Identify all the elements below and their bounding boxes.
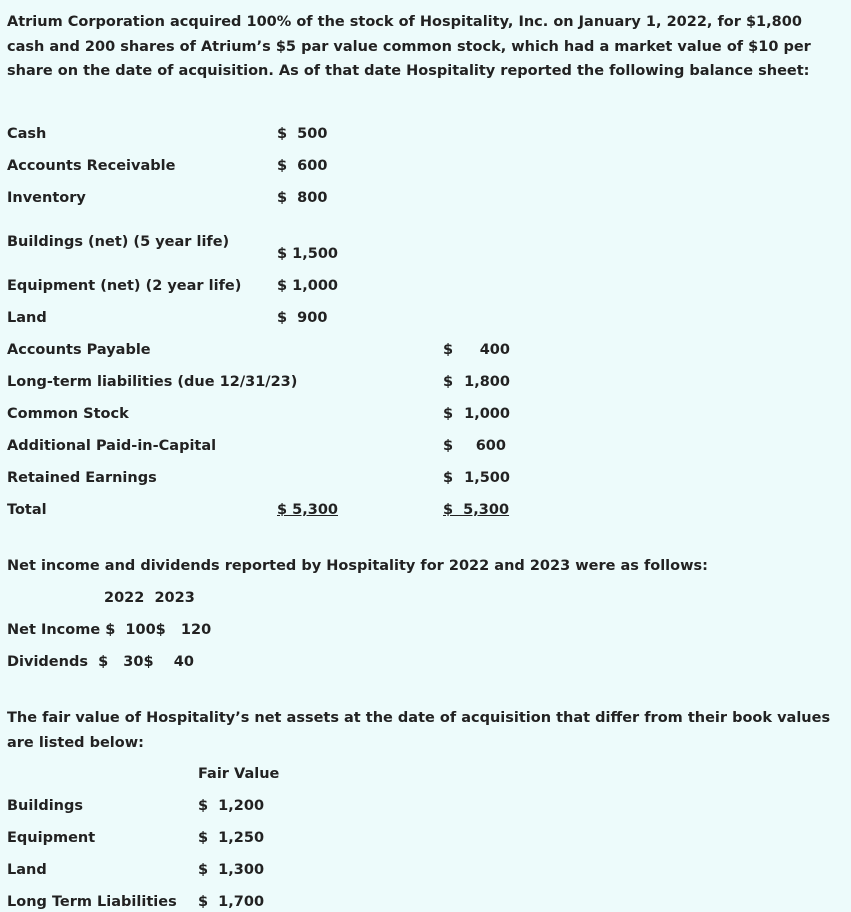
bs-label: Retained Earnings	[7, 470, 157, 486]
bs-dollar-sign: $	[443, 406, 454, 422]
fv-value: $ 1,700	[198, 894, 265, 910]
net-income-row: Net Income $ 100$ 120	[7, 622, 212, 638]
bs-label: Equipment (net) (2 year life)	[7, 278, 242, 294]
fv-label: Equipment	[7, 830, 96, 846]
bs-liability-value: 1,000	[464, 406, 510, 422]
bs-liability-value: 400	[479, 342, 510, 358]
fv-label: Land	[7, 862, 47, 878]
dividends-row: Dividends $ 30$ 40	[7, 654, 194, 670]
bs-total-label: Total	[7, 502, 47, 518]
fv-label: Buildings	[7, 798, 83, 814]
income-year-header: 2022 2023	[104, 590, 195, 606]
bs-liability-value: 600	[475, 438, 506, 454]
bs-dollar-sign: $	[443, 342, 454, 358]
fair-value-intro: The fair value of Hospitality’s net assets at the date of acquisition that differ from their book values are listed below:	[7, 710, 831, 751]
bs-dollar-sign: $	[443, 374, 454, 390]
bs-label: Buildings (net) (5 year life)	[7, 234, 230, 250]
bs-dollar-sign: $	[443, 470, 454, 486]
fv-value: $ 1,250	[198, 830, 265, 846]
bs-label: Accounts Payable	[7, 342, 151, 358]
bs-label: Common Stock	[7, 406, 129, 422]
bs-label: Accounts Receivable	[7, 158, 176, 174]
bs-label: Additional Paid-in-Capital	[7, 438, 217, 454]
fv-label: Long Term Liabilities	[7, 894, 177, 910]
bs-total-assets: $ 5,300	[277, 502, 339, 518]
bs-asset-value: $ 900	[277, 310, 328, 326]
bs-asset-value: $ 800	[277, 190, 328, 206]
bs-dollar-sign: $	[443, 438, 454, 454]
fair-value-header: Fair Value	[198, 766, 280, 782]
income-intro: Net income and dividends reported by Hospitality for 2022 and 2023 were as follows:	[7, 558, 708, 574]
intro-paragraph: Atrium Corporation acquired 100% of the stock of Hospitality, Inc. on January 1, 2022, for $1,800 cash and 200 shares of Atrium’s $5 par value common stock, which had a market value of $10 per share on the date of acquisition. As of that date Hospitality reported the following balance sheet:	[7, 14, 811, 79]
bs-asset-value: $ 500	[277, 126, 328, 142]
bs-total-liabilities: $ 5,300	[443, 502, 510, 518]
bs-label: Inventory	[7, 190, 86, 206]
bs-asset-value: $ 1,500	[277, 246, 339, 262]
bs-label: Cash	[7, 126, 47, 142]
bs-asset-value: $ 1,000	[277, 278, 339, 294]
bs-label: Land	[7, 310, 47, 326]
bs-liability-value: 1,500	[464, 470, 510, 486]
bs-liability-value: 1,800	[464, 374, 510, 390]
fv-value: $ 1,300	[198, 862, 265, 878]
bs-asset-value: $ 600	[277, 158, 328, 174]
bs-label: Long-term liabilities (due 12/31/23)	[7, 374, 298, 390]
fv-value: $ 1,200	[198, 798, 265, 814]
